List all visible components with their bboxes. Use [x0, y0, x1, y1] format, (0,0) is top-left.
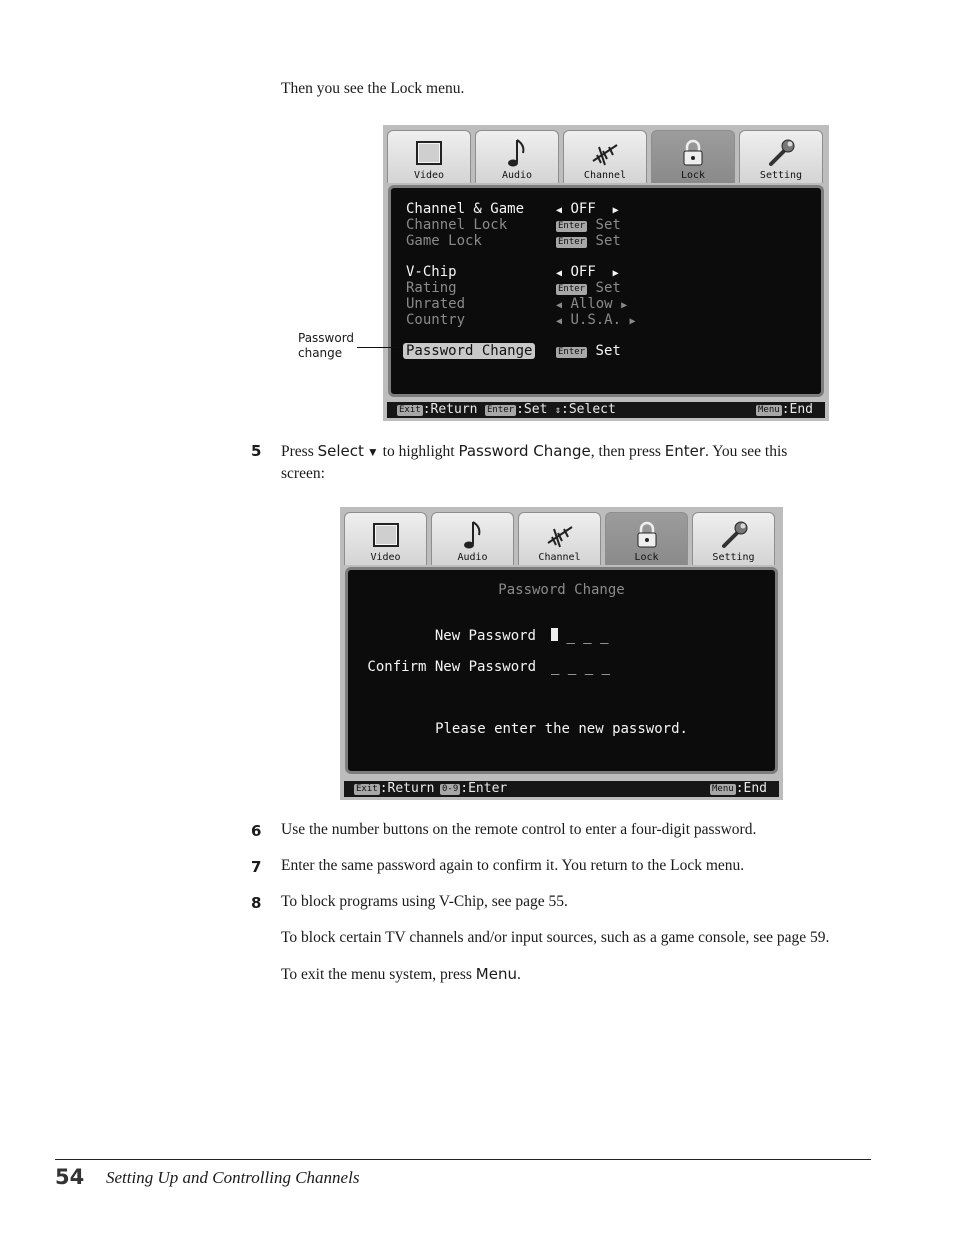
menu-item-channel-lock: Channel Lock: [406, 217, 508, 233]
text-run: To exit the menu system, press: [281, 966, 476, 983]
status-text: :End: [781, 402, 813, 417]
exit-key-icon: Exit: [399, 405, 421, 415]
tab-video: [344, 512, 427, 565]
status-text: :Select: [561, 402, 616, 417]
padlock-icon: [627, 519, 667, 551]
text-run: screen:: [281, 465, 325, 482]
new-password-field: [551, 628, 609, 644]
status-end: [756, 402, 813, 418]
right-arrow-icon: ▶: [629, 316, 636, 327]
step-8-text: To block programs using V-Chip, see page 55.: [281, 893, 568, 910]
step-number: 5: [251, 442, 262, 460]
callout-label: [298, 331, 354, 361]
text-run: .: [516, 966, 521, 983]
video-icon: [409, 137, 449, 169]
menu-item-country: Country: [406, 312, 466, 328]
text-run: , then press: [590, 443, 665, 460]
enter-key-icon: Enter: [558, 221, 586, 231]
highlighted-label: Password Change: [403, 343, 535, 359]
updown-arrow-icon: ⇕: [555, 405, 562, 416]
tab-label: Video: [413, 170, 445, 181]
tab-label: Setting: [759, 170, 803, 181]
tab-video: [387, 130, 471, 183]
instruction-message: Please enter the new password.: [435, 721, 688, 737]
text-run: . You see this: [705, 443, 788, 460]
status-text: :Set: [516, 402, 548, 417]
right-arrow-icon: ▶: [612, 268, 619, 279]
menu-key-icon: Menu: [712, 784, 734, 794]
menu-item-game-lock: Game Lock: [406, 233, 482, 249]
step-6-text: Use the number buttons on the remote control to enter a four-digit password.: [281, 821, 757, 838]
enter-key-icon: Enter: [558, 284, 586, 294]
tab-audio: [475, 130, 559, 183]
value-text: Set: [595, 233, 621, 249]
video-icon: [366, 519, 406, 551]
callout-leader-line: [357, 347, 399, 348]
value-text: Allow: [570, 296, 613, 312]
exit-key-icon: Exit: [356, 784, 378, 794]
callout-line: change: [298, 346, 343, 360]
status-end: [710, 781, 767, 797]
left-arrow-icon: ◀: [556, 300, 563, 311]
status-bar: [387, 402, 825, 418]
tab-channel: [563, 130, 647, 183]
paragraph-exit-menu: [281, 965, 521, 984]
menu-item-unrated: Unrated: [406, 296, 466, 312]
footer-title: Setting Up and Controlling Channels: [106, 1168, 360, 1187]
menu-item-channel-game: Channel & Game: [406, 201, 525, 217]
password-digits: _ _ _: [566, 628, 609, 644]
value-text: Set: [595, 343, 621, 359]
callout-line: Password: [298, 331, 355, 345]
left-arrow-icon: ◀: [556, 268, 563, 279]
paragraph-block-sources: To block certain TV channels and/or input sources, such as a game console, see page 59.: [281, 929, 830, 946]
antenna-icon: [540, 519, 580, 551]
tab-label: Audio: [457, 552, 488, 563]
key-name: Password Change: [458, 442, 591, 460]
menu-tab-bar: [340, 507, 783, 570]
tab-label: Channel: [583, 170, 627, 181]
value-text: OFF: [570, 264, 596, 280]
value-text: Set: [595, 217, 621, 233]
step-5-text: [281, 441, 841, 484]
tab-lock: [605, 512, 688, 565]
digits-key-icon: 0-9: [442, 784, 459, 794]
value-text: U.S.A.: [570, 312, 622, 328]
intro-text: Then you see the Lock menu.: [281, 80, 465, 97]
status-set: [485, 402, 547, 418]
right-arrow-icon: ▶: [621, 300, 628, 311]
text-run: to highlight: [378, 443, 459, 460]
wrench-icon: [761, 137, 801, 169]
tab-label: Setting: [712, 552, 755, 563]
menu-item-vchip: V-Chip: [406, 264, 457, 280]
tab-label: Channel: [538, 552, 581, 563]
value-text: Set: [595, 280, 621, 296]
status-text: :End: [735, 781, 767, 796]
menu-tab-bar: [383, 125, 829, 188]
value-rating: [556, 280, 621, 296]
tab-label: Lock: [634, 552, 659, 563]
value-channel-lock: [556, 217, 621, 233]
step-number: 6: [251, 822, 262, 840]
status-bar: [344, 781, 779, 797]
padlock-icon: [673, 137, 713, 169]
left-arrow-icon: ◀: [556, 316, 563, 327]
wrench-icon: [714, 519, 754, 551]
key-name: Enter: [664, 442, 706, 460]
lock-menu-panel: [388, 185, 824, 397]
step-7-text: Enter the same password again to confirm it. You return to the Lock menu.: [281, 857, 745, 874]
new-password-label: New Password: [434, 628, 536, 644]
confirm-password-field: _ _ _ _: [551, 659, 611, 675]
value-country: [556, 312, 636, 330]
menu-item-password-change: [403, 343, 535, 359]
step-number: 7: [251, 858, 262, 876]
status-enter: [440, 781, 507, 797]
password-panel: [345, 567, 778, 774]
music-note-icon: [453, 519, 493, 551]
tab-label: Lock: [680, 170, 706, 181]
password-change-screenshot: [340, 507, 783, 800]
tab-label: Video: [370, 552, 401, 563]
tab-lock: [651, 130, 735, 183]
tab-setting: [739, 130, 823, 183]
status-return: [354, 781, 434, 797]
value-text: OFF: [570, 201, 596, 217]
value-password-change: [556, 343, 621, 359]
status-text: :Enter: [460, 781, 508, 796]
key-name: Menu: [475, 965, 517, 983]
status-text: :Return: [422, 402, 478, 417]
tab-setting: [692, 512, 775, 565]
antenna-icon: [585, 137, 625, 169]
footer-rule: [55, 1159, 871, 1160]
tab-label: Audio: [501, 170, 533, 181]
music-note-icon: [497, 137, 537, 169]
left-arrow-icon: ◀: [556, 205, 563, 216]
menu-key-icon: Menu: [758, 405, 780, 415]
status-text: :Return: [379, 781, 435, 796]
status-select: [555, 402, 616, 419]
menu-item-rating: Rating: [406, 280, 457, 296]
tab-audio: [431, 512, 514, 565]
cursor-block-icon: [551, 628, 558, 641]
password-panel-title: Password Change: [498, 582, 625, 598]
confirm-password-label: Confirm New Password: [367, 659, 536, 675]
enter-key-icon: Enter: [487, 405, 515, 415]
step-number: 8: [251, 894, 262, 912]
enter-key-icon: Enter: [558, 347, 586, 357]
text-run: Press: [281, 443, 318, 460]
enter-key-icon: Enter: [558, 237, 586, 247]
down-triangle-icon: ▼: [363, 445, 379, 459]
key-name: Select: [317, 442, 364, 460]
lock-menu-screenshot: [383, 125, 829, 421]
value-game-lock: [556, 233, 621, 249]
status-return: [397, 402, 477, 418]
tab-channel: [518, 512, 601, 565]
right-arrow-icon: ▶: [612, 205, 619, 216]
page-number: 54: [55, 1165, 85, 1189]
